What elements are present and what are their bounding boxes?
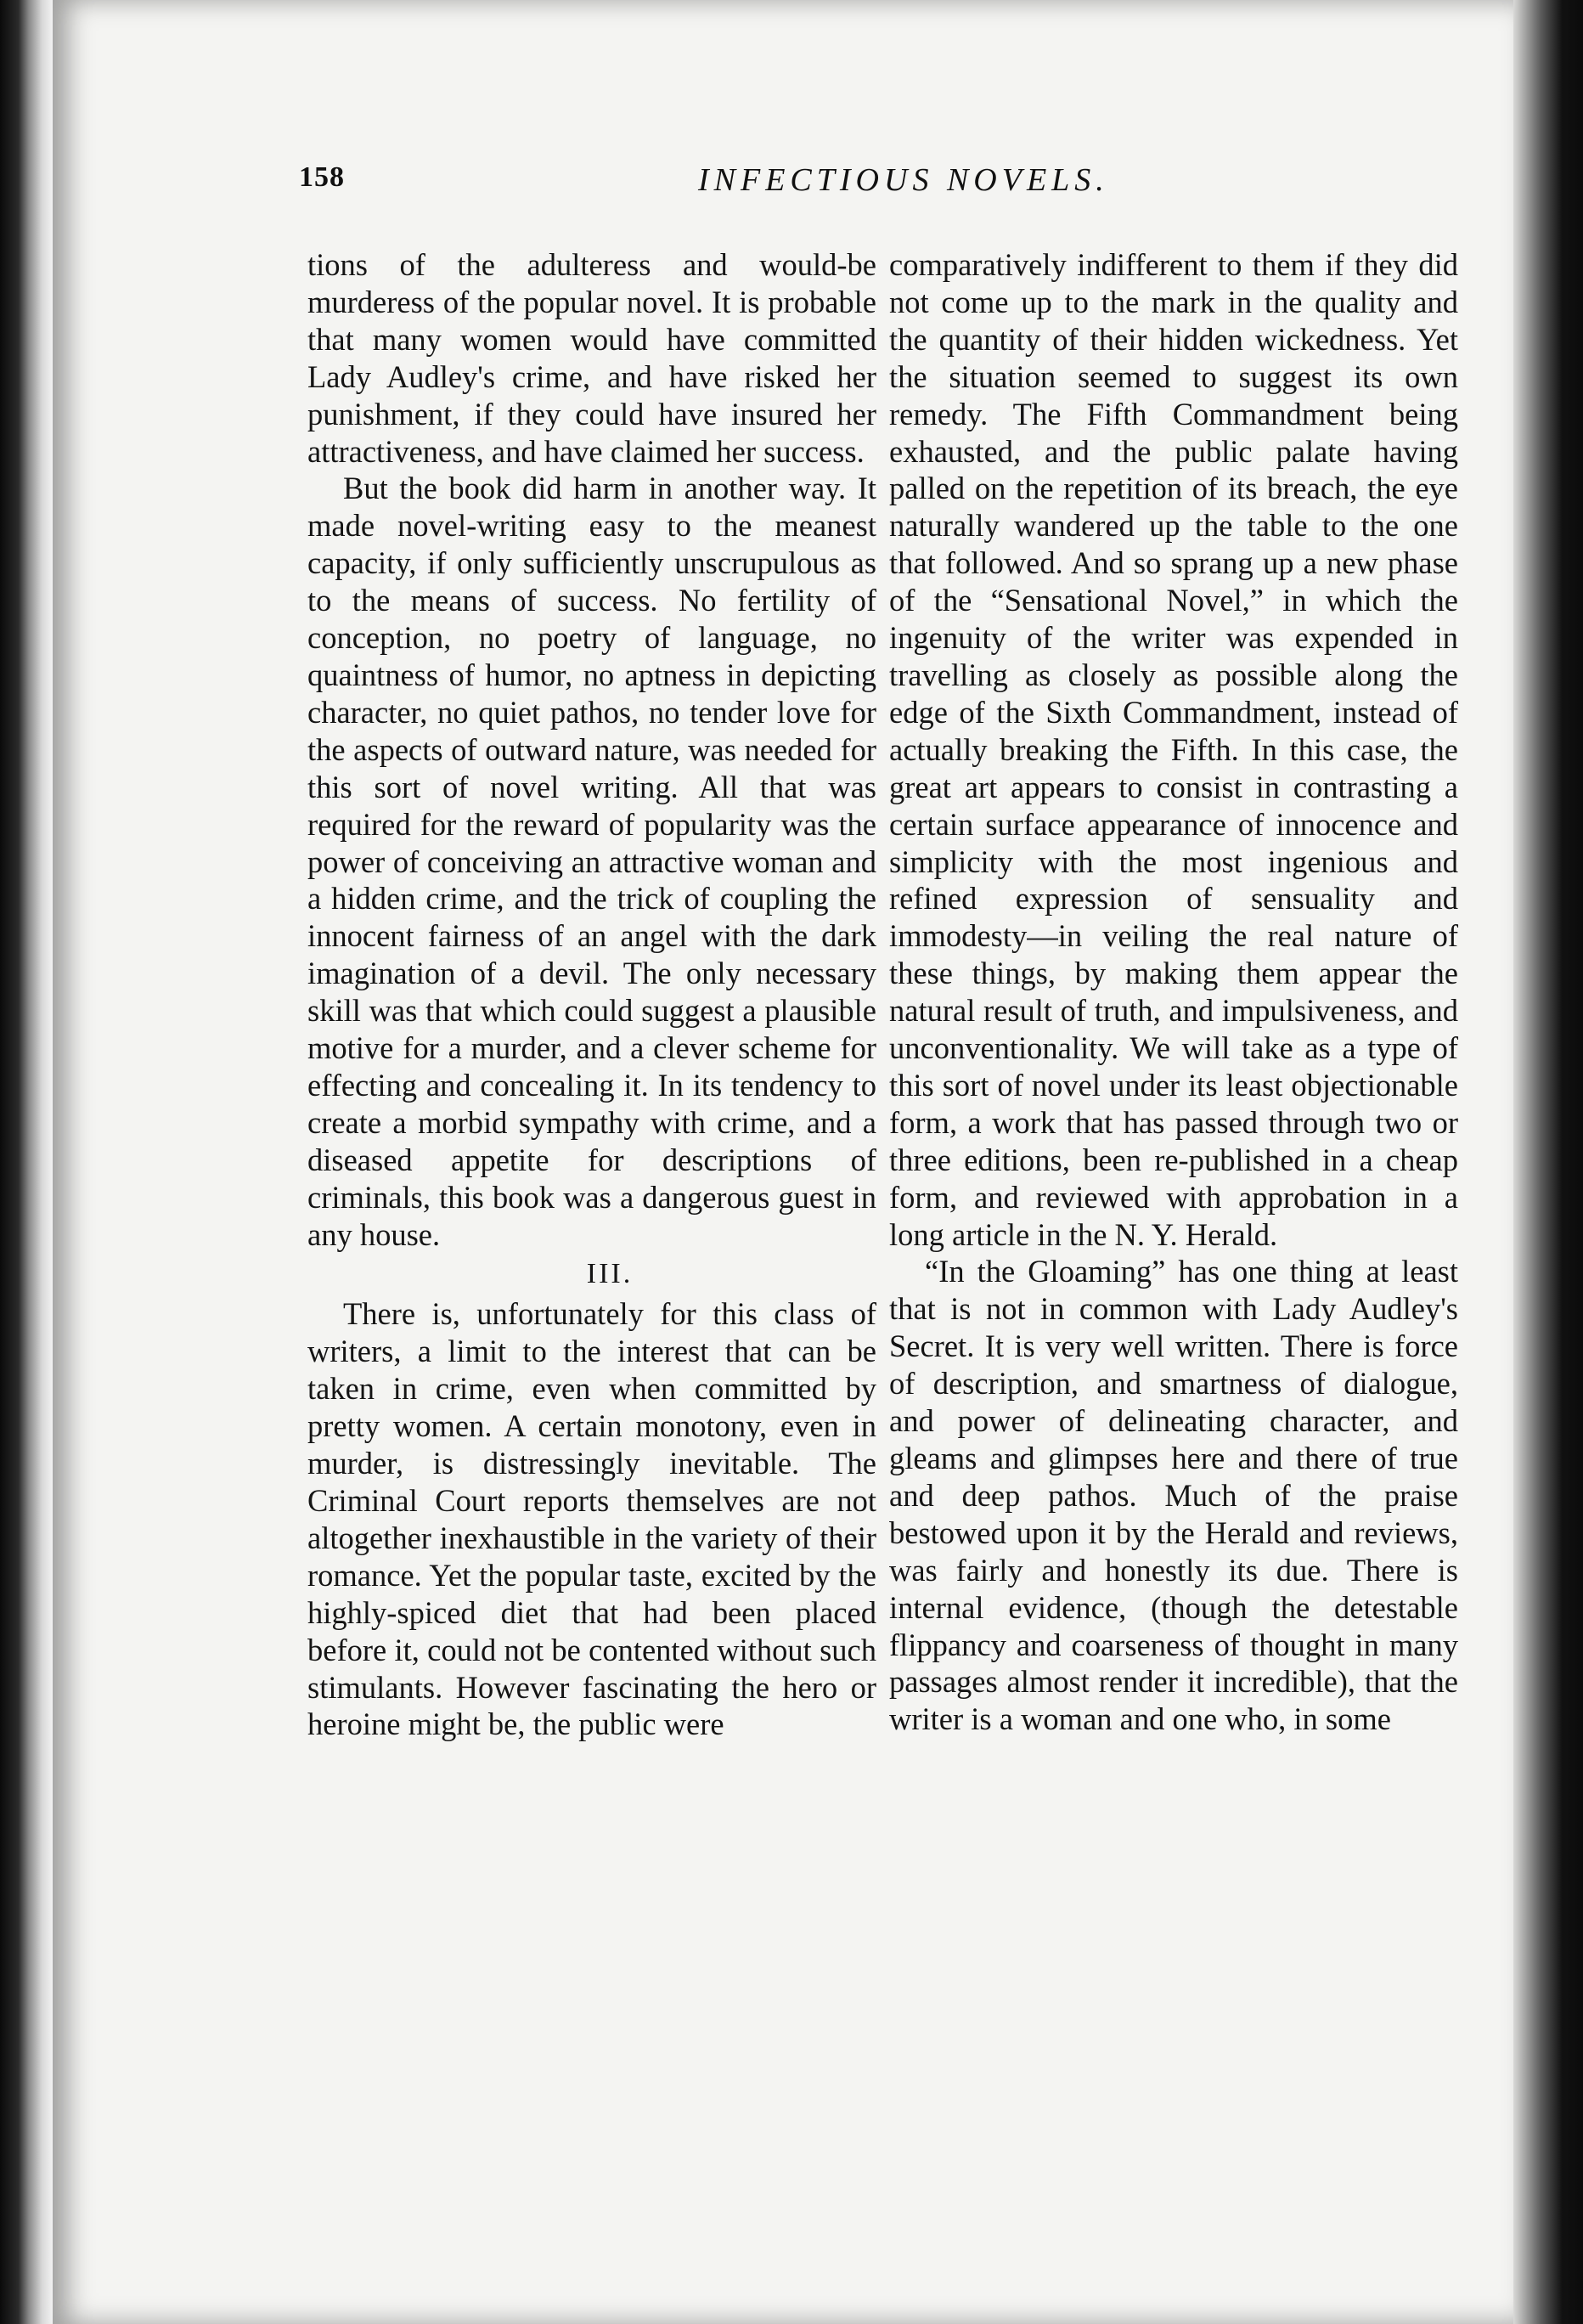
left-text-column bbox=[307, 246, 876, 1743]
page-edge-shadow bbox=[1513, 0, 1583, 2324]
page-number: 158 bbox=[299, 161, 345, 193]
right-text-column bbox=[889, 246, 1458, 1738]
running-title: INFECTIOUS NOVELS. bbox=[698, 162, 1109, 198]
book-page bbox=[53, 0, 1513, 2324]
right-paragraph-2: “In the Gloaming” has one thing at least that is not in common with Lady Audley's Secret. It is very well written. There is force of description, and smartness of dialogue, and power of delineating character, and gleams and glimpses here and there of true and deep pathos. Much of the praise bestowed upon it by the Herald and reviews, was fairly and honestly its due. There is internal evidence, (though the detestable flippancy and coarseness of thought in many passages almost render it incredible), that the writer is a woman and one who, in some bbox=[889, 1254, 1458, 1737]
left-paragraph-1: tions of the adulteress and would-be murderess of the popular novel. It is probable that many women would have committed Lady Audley's crime, and have risked her punishment, if they could have insured her attractiveness, and have claimed her success. bbox=[307, 247, 876, 469]
left-paragraph-3: There is, unfortunately for this class of writers, a limit to the interest that can be taken in crime, even when committed by pretty women. A certain monotony, even in murder, is distressingly inevitable. The Criminal Court reports themselves are not altogether inexhaustible in the variety of their romance. Yet the popular taste, excited by the highly-spiced diet that had been placed before it, could not be contented without such stimulants. However fascinating the hero or heroine might be, the public were bbox=[307, 1296, 876, 1742]
section-heading-iii: III. bbox=[586, 1258, 634, 1290]
running-head bbox=[53, 161, 1513, 212]
right-paragraph-1: comparatively indifferent to them if they did not come up to the mark in the quality and the quantity of their hidden wickedness. Yet the situation seemed to suggest its own remedy. The Fifth Commandment being exhausted, and the public palate having palled on the repetition of its breach, the eye naturally wandered up the table to the one that followed. And so sprang up a new phase of the “Sensational Novel,” in which the ingenuity of the writer was expended in travelling as closely as possible along the edge of the Sixth Commandment, instead of actually breaking the Fifth. In this case, the great art appears to consist in contrasting a certain surface appearance of innocence and simplicity with the most ingenious and refined expression of sensuality and immodesty—in veiling the real nature of these things, by making them appear the natural result of truth, and impulsiveness, and unconventionality. We will take as a type of this sort of novel under its least objectionable form, a work that has passed through two or three editions, been re-published in a cheap form, and reviewed with approbation in a long article in the N. Y. Herald. bbox=[889, 247, 1458, 1252]
book-gutter-shadow bbox=[0, 0, 53, 2324]
left-paragraph-2: But the book did harm in another way. It made novel-writing easy to the meanest capacity, if only sufficiently unscrupulous as to the means of success. No fertility of conception, no poetry of language, no quaintness of humor, no aptness in depicting character, no quiet pathos, no tender love for the aspects of outward nature, was needed for this sort of novel writing. All that was required for the reward of popularity was the power of conceiving an attractive woman and a hidden crime, and the trick of coupling the innocent fairness of an angel with the dark imagination of a devil. The only necessary skill was that which could suggest a plausible motive for a murder, and a clever scheme for effecting and concealing it. In its tendency to create a morbid sympathy with crime, and a diseased appetite for descriptions of criminals, this book was a dangerous guest in any house. bbox=[307, 471, 876, 1252]
